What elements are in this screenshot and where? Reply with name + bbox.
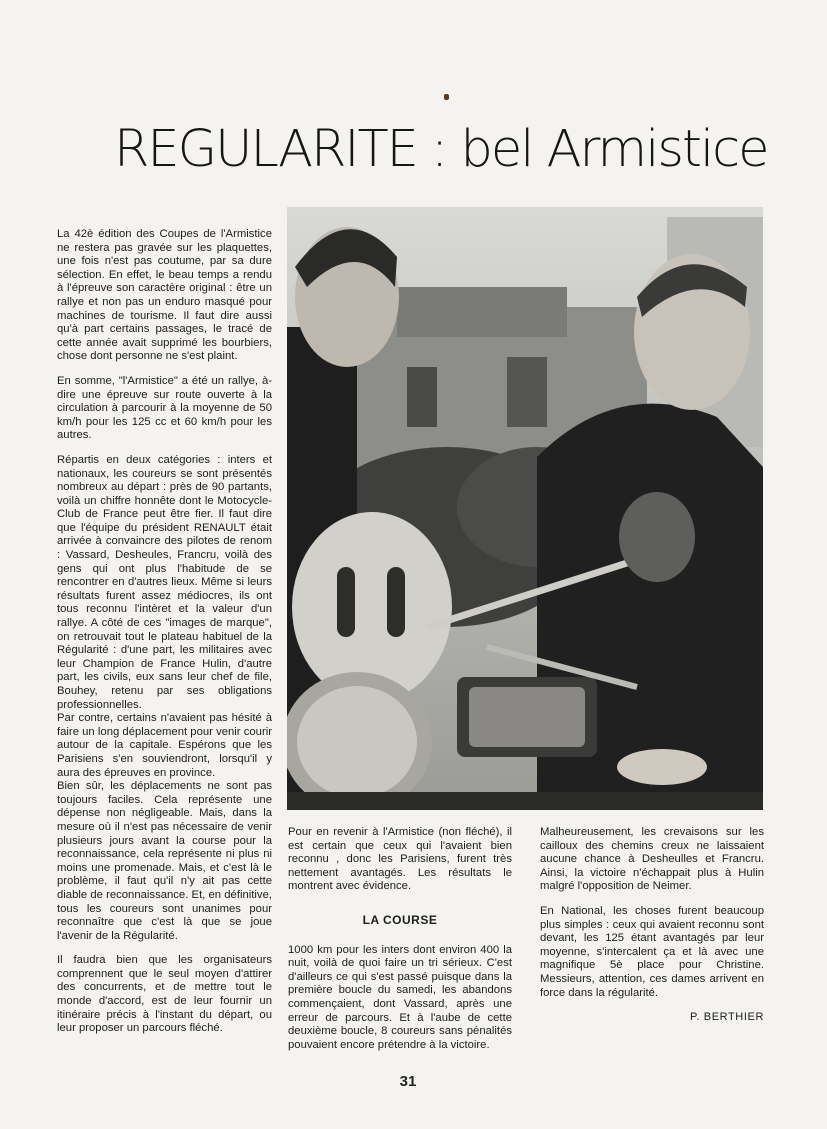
page-number: 31 (399, 1073, 417, 1090)
paragraph: Pour en revenir à l'Armistice (non fléché), il est certain que ceux qui l'avaient bien reconnu , donc les Parisiens, furent très nettement avantagés. Les résultats le montrent avec évidence. (288, 826, 512, 893)
riders-photo (287, 207, 763, 810)
ink-speck (444, 94, 449, 100)
paragraph: 1000 km pour les inters dont environ 400 la nuit, voilà de quoi faire un tri sérieux. C'est d'ailleurs ce qui s'est passé puisque dans la première boucle du samedi, les abandons commençaient, dont Vassard, après une erreur de parcours. Et à l'aube de cette deuxième boucle, 8 coureurs sans pénalités pouvaient encore prétendre à la victoire. (288, 943, 512, 1051)
paragraph: Répartis en deux catégories : inters et nationaux, les coureurs se sont présentés nombreux au départ : près de 90 partants, voilà un chiffre honnête dont le Motocycle-Club de France peut être fier. Il faut dire que l'équipe du président RENAULT était arrivée à convaincre des pilotes de renom : Vassard, Desheules, Francru, voilà des gens qui ont plus l'habitude de se rencontrer en d'autres lieux. Même si leurs résultats furent assez médiocres, ils ont tous reconnu l'intèret et la valeur d'un rallye. A côté de ces "images de marque", on retrouvait tout le plateau habituel de la Régularité : d'une part, les militaires avec leur Champion de France Hulin, d'autre part, les civils, eux sans leur chef de file, Bouhey, retenu par ses obligations professionnelles. (57, 453, 272, 711)
section-heading: LA COURSE (362, 912, 438, 927)
paragraph: Il faudra bien que les organisateurs comprennent que le seul moyen d'attirer des concurrents, et de mettre tout le monde d'accord, est de leur fournir un itinéraire précis à l'instant du départ, ou leur proposer un parcours fléché. (57, 954, 272, 1035)
article-title: REGULARITE : bel Armistice (114, 120, 768, 179)
paragraph: Par contre, certains n'avaient pas hésité à faire un long déplacement pour venir courir autour de la capitale. Espérons que les Parisiens s'en souviendront, lorsqu'il y aura des épreuves en province. (57, 712, 272, 779)
author-signature: P. BERTHIER (689, 1011, 764, 1024)
article-column-1 (57, 228, 272, 1047)
paragraph: Bien sûr, les déplacements ne sont pas toujours faciles. Cela représente une dépense non négligeable. Mais, dans la mesure où il n'est pas nécessaire de venir plusieurs jours avant la course pour la reconnaissance, cela représente ni plus ni moins une promenade. Mais, et c'est là le problème, il faut qu'il n'y ait pas cette diable de reconnaissance. Et, en définitive, tous les coureurs sont unanimes pour reconnaître que c'est là que se joue l'avenir de la Régularité. (57, 780, 272, 942)
paragraph: Malheureusement, les crevaisons sur les cailloux des chemins creux ne laissaient aucune chance à Desheulles et Francru. Ainsi, la victoire n'échappait plus à Hulin malgré l'opposition de Neimer. (540, 826, 764, 893)
paragraph: En National, les choses furent beaucoup plus simples : ceux qui avaient reconnu sont devant, les 125 étant avantagés par leur moyenne, s'intercalent ça et là avec une magnifique 5è place pour Christine. Messieurs, attention, ces dames arrivent en force dans la régularité. (540, 904, 764, 999)
paragraph: En somme, "l'Armistice" a été un rallye, à-dire une épreuve sur route ouverte à la circulation à parcourir à la moyenne de 50 km/h pour les 125 cc et 60 km/h pour les autres. (57, 374, 272, 442)
article-column-2 (288, 826, 512, 1063)
article-column-3 (540, 826, 764, 1025)
paragraph: La 42è édition des Coupes de l'Armistice ne restera pas gravée sur les plaquettes, une fois n'est pas coutume, par sa dure sélection. En effet, le beau temps a rendu à l'épreuve son caractère original : être un rallye et non pas un enduro masqué pour machines de tourisme. Il faut dire aussi qu'à part certains passages, le tracé de cette année avait supprimé les bourbiers, chose dont personne ne s'est plaint. (57, 228, 272, 363)
